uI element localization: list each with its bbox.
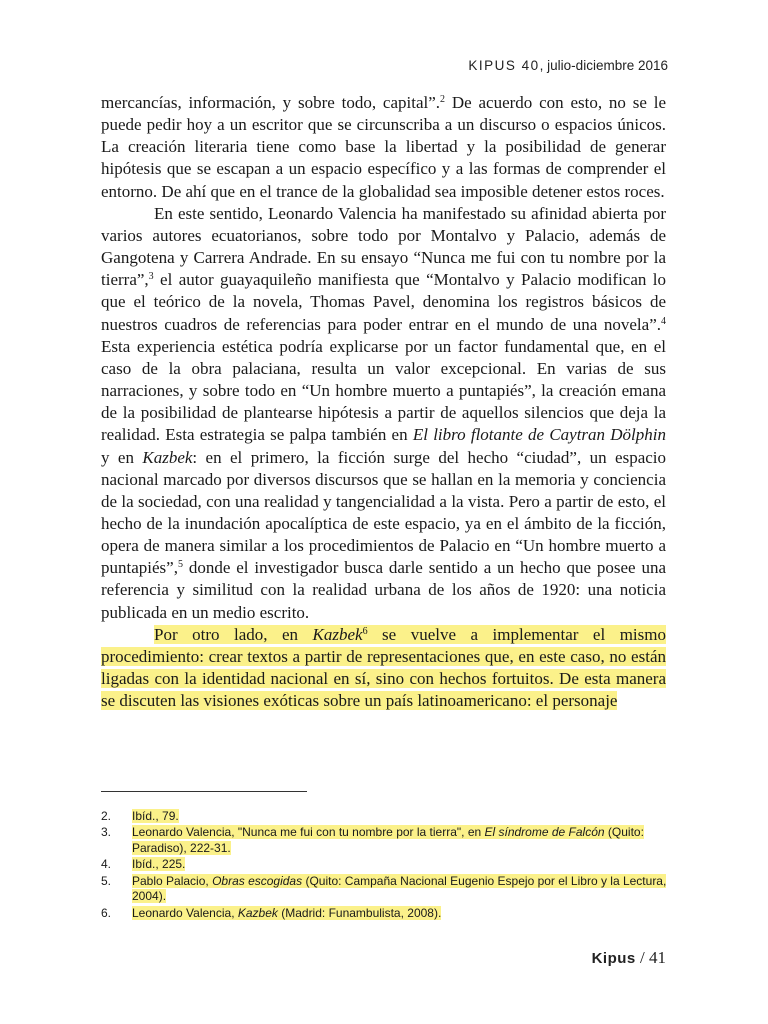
text-run: el autor guayaquileño manifiesta que “Montalvo y Palacio modifican lo que el teórico de la novela, Thomas Pavel, denomina los registros básicos de nuestros cuadros de referencias para poder entrar en el mundo de una novela”. [101,270,666,334]
journal-name: KIPUS 40 [468,58,540,73]
footnote-item [101,857,671,873]
footnote-text [132,874,671,906]
text-run: Leonardo Valencia, "Nunca me fui con tu nombre por la tierra", en [132,825,485,840]
highlighted-text: Ibíd., 79. [132,809,179,823]
text-run: se vuelve a implementar el mismo procedimiento: crear textos a partir de representaciones que, en este caso, no están ligadas con la identidad nacional en sí, sino con hechos fortuitos. De esta manera se discuten las visiones exóticas sobre un país latinoamericano: el personaje [101,624,666,711]
page-footer [592,948,666,968]
book-title: Kazbek [142,447,193,467]
book-title: Kazbek [237,905,278,920]
footnote-number: 5. [101,873,112,888]
article-body [101,92,666,712]
text-run: (Quito: Paradiso), 222-31. [132,825,644,856]
paragraph-2 [101,203,666,624]
paragraph-1 [101,92,666,203]
footnote-number: 3. [101,825,112,840]
highlighted-passage [101,625,666,710]
text-run: Pablo Palacio, [132,873,213,888]
highlighted-text: Ibíd., 225. [132,857,186,872]
book-title: El libro flotante de Caytran Dölphin [412,425,667,445]
book-title: Obras escogidas [212,873,303,888]
footnote-text [132,825,671,857]
footnote-text [132,857,671,873]
text-run: Leonardo Valencia, [132,905,238,920]
footnote-ref: 6 [362,625,368,637]
footnote-ref: 3 [148,271,154,283]
text-run: De acuerdo con esto, no se le puede pedir hoy a un escritor que se circunscriba a un discurso o espacios únicos. La creación literaria tiene como base la libertad y la posibilidad de generar hipótesis que se escapan a un espacio específico y a las formas de comprender el entorno. De ahí que en el trance de la globalidad sea imposible detener estos roces. [101,93,666,201]
running-header [468,58,668,73]
footnote-number: 4. [101,857,112,872]
highlighted-text [132,825,644,855]
footnote-ref: 4 [661,315,666,327]
footnotes [101,809,671,922]
issue-date: , julio-diciembre 2016 [539,58,668,73]
text-run: mercancías, información, y sobre todo, capital”. [101,93,441,112]
footnote-text [132,809,671,825]
footnote-item [101,906,671,922]
footnote-ref: 2 [440,94,446,105]
highlighted-text [132,906,441,920]
footnote-ref: 5 [177,559,183,571]
footnote-item [101,825,671,857]
footnote-item [101,874,671,906]
text-run: (Madrid: Funambulista, 2008). [277,905,442,920]
footnote-item [101,809,671,825]
footnote-number: 6. [101,905,112,920]
text-run: En este sentido, Leonardo Valencia ha manifestado su afinidad abierta por varios autores ecuatorianos, sobre todo por Montalvo y Palacio, además de Gangotena y Carrera Andrade. En su ensayo “Nunca me fui con tu nombre por la tierra”, [101,203,666,290]
highlighted-text [132,874,666,904]
text-run: : en el primero, la ficción surge del hecho “ciudad”, un espacio nacional marcado por diversos discursos que se hallan en la memoria y conciencia de la sociedad, con una realidad y tangencialidad a la vista. Pero a partir de esto, el hecho de la inundación apocalíptica de este espacio, ya en el ámbito de la ficción, opera de manera similar a los procedimientos de Palacio en “Un hombre muerto a puntapiés”, [101,447,667,578]
footnote-text [132,906,671,922]
page-number: 41 [649,948,666,967]
text-run: (Quito: Campaña Nacional Eugenio Espejo por el Libro y la Lectura, 2004). [132,873,667,904]
footnote-rule [101,791,307,792]
text-run: donde el investigador busca darle sentido a un hecho que posee una referencia y similitud con la realidad urbana de los años de 1920: una noticia publicada en un medio escrito. [101,558,666,622]
footnote-number: 2. [101,809,112,823]
footer-separator: / [635,948,649,967]
book-title: Kazbek [312,624,363,644]
book-title: El síndrome de Falcón [484,825,605,840]
text-run: Esta experiencia estética podría explicarse por un factor fundamental que, en el caso de la obra palaciana, resulta un valor excepcional. En varias de sus narraciones, y sobre todo en “Un hombre muerto a puntapiés”, la creación emana de la posibilidad de plantearse hipótesis a partir de aquellos silencios que deja la realidad. Esta estrategia se palpa también en [101,336,666,445]
text-run: y en [101,447,143,467]
text-run: Por otro lado, en [154,624,313,644]
paragraph-3-highlighted [101,624,666,713]
footer-journal-name: Kipus [591,950,636,967]
